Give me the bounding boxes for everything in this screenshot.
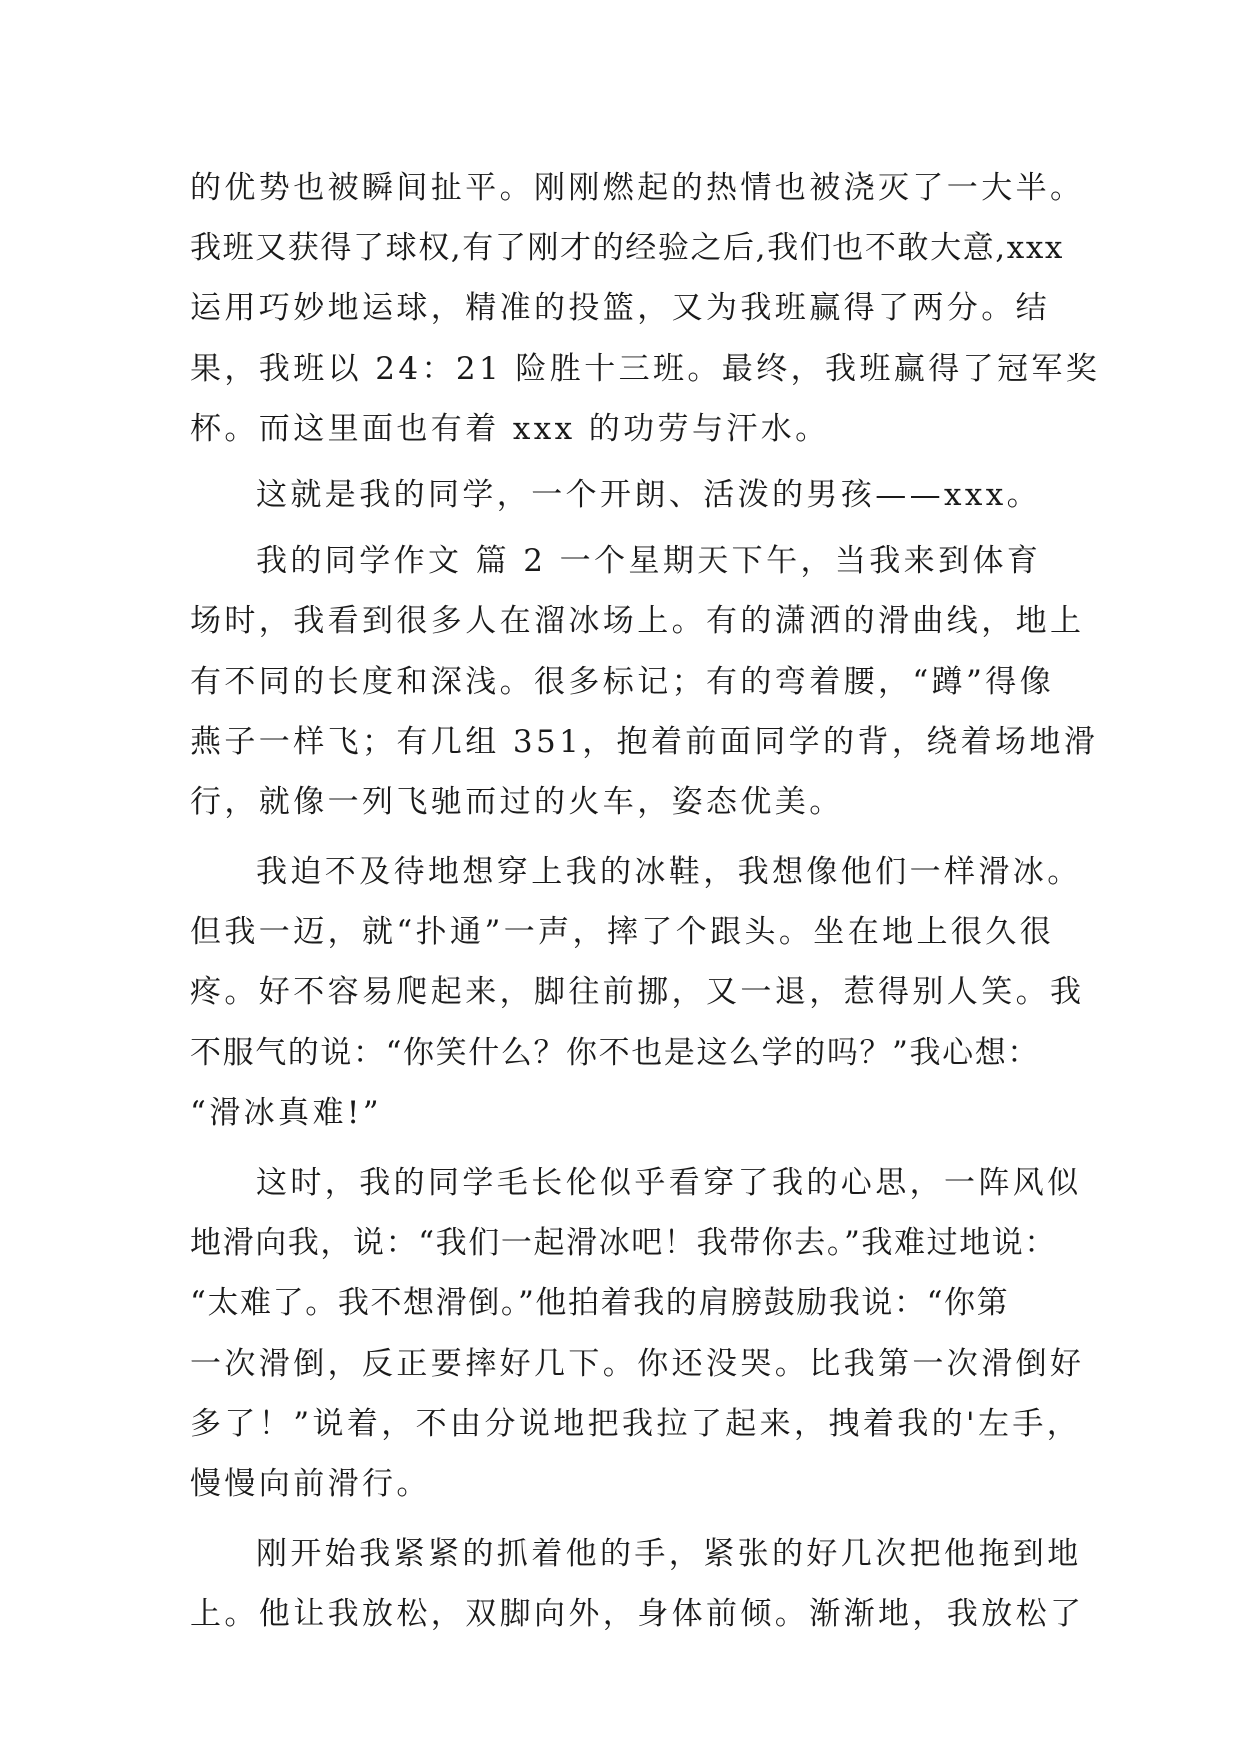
text-line: 这就是我的同学，一个开朗、活泼的男孩——xxx。: [256, 476, 1042, 513]
text-line: 杯。而这里面也有着 xxx 的功劳与汗水。: [190, 410, 830, 447]
text-line: 场时，我看到很多人在溜冰场上。有的潇洒的滑曲线，地上: [190, 603, 1085, 640]
text-line: 燕子一样飞；有几组 351，抱着前面同学的背，绕着场地滑: [190, 723, 1099, 760]
text-line: 我班又获得了球权,有了刚才的经验之后,我们也不敢大意,xxx: [190, 230, 1065, 267]
text-line: 刚开始我紧紧的抓着他的手，紧张的好几次把他拖到地: [256, 1536, 1082, 1573]
text-line: 果，我班以 24：21 险胜十三班。最终，我班赢得了冠军奖: [190, 350, 1101, 387]
section-heading-line: 我的同学作文 篇 2 一个星期天下午，当我来到体育: [256, 543, 1042, 580]
text-line: 多了！”说着，不由分说地把我拉了起来，拽着我的'左手，: [190, 1405, 1082, 1442]
text-line: 的优势也被瞬间扯平。刚刚燃起的热情也被浇灭了一大半。: [190, 170, 1085, 206]
text-line: 运用巧妙地运球，精准的投篮，又为我班赢得了两分。结: [190, 290, 1050, 327]
text-line: 一次滑倒，反正要摔好几下。你还没哭。比我第一次滑倒好: [190, 1345, 1085, 1382]
text-line: 上。他让我放松，双脚向外，身体前倾。渐渐地，我放松了: [190, 1596, 1085, 1633]
text-line: 地滑向我，说：“我们一起滑冰吧！我带你去。”我难过地说：: [190, 1225, 1057, 1262]
essay-body: [190, 158, 1101, 1645]
text-line: 疼。好不容易爬起来，脚往前挪，又一退，惹得别人笑。我: [190, 974, 1085, 1011]
text-line: 有不同的长度和深浅。很多标记；有的弯着腰，“蹲”得像: [190, 663, 1055, 700]
text-line: “滑冰真难!”: [190, 1094, 382, 1131]
text-line: 不服气的说：“你笑什么？你不也是这么学的吗？”我心想：: [190, 1034, 1040, 1071]
text-line: 行，就像一列飞驰而过的火车，姿态优美。: [190, 783, 844, 820]
text-line: 慢慢向前滑行。: [190, 1465, 431, 1502]
text-line: “太难了。我不想滑倒。”他拍着我的肩膀鼓励我说：“你第: [190, 1285, 1010, 1322]
text-line: 这时，我的同学毛长伦似乎看穿了我的心思，一阵风似: [256, 1165, 1082, 1201]
text-line: 我迫不及待地想穿上我的冰鞋，我想像他们一样滑冰。: [256, 854, 1082, 891]
text-line: 但我一迈，就“扑通”一声，摔了个跟头。坐在地上很久很: [190, 914, 1055, 951]
